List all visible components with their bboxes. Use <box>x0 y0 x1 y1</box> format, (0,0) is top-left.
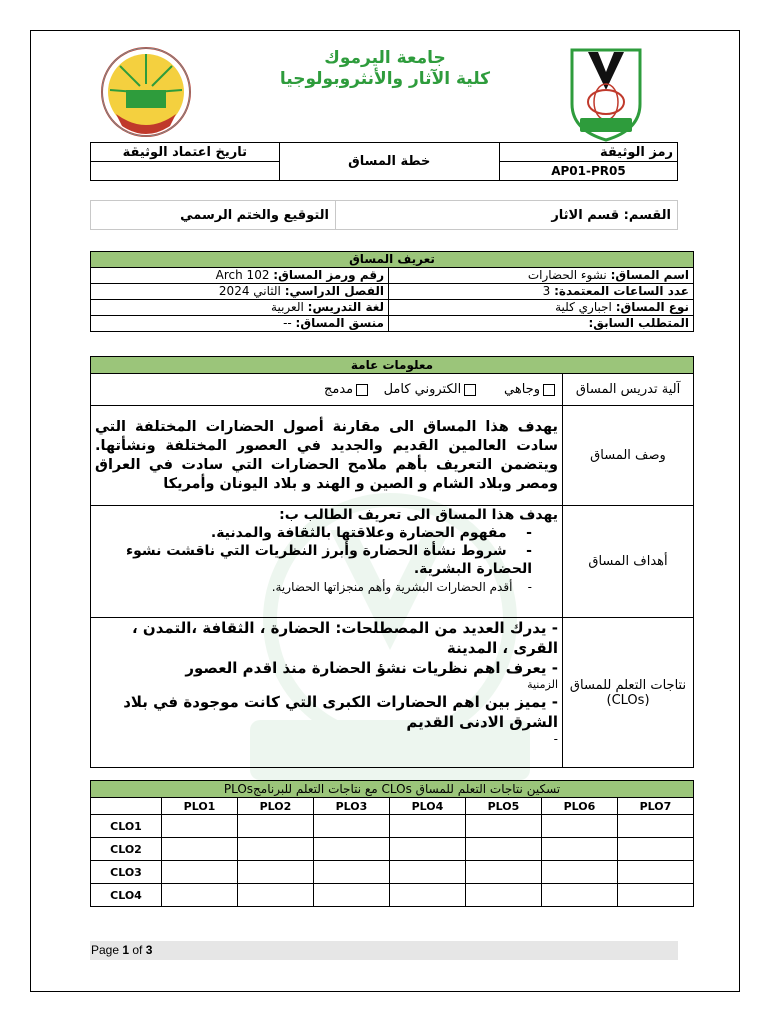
table-row <box>91 884 694 907</box>
general-info-title: معلومات عامة <box>91 357 694 374</box>
course-name-label: اسم المساق: <box>610 268 689 282</box>
table-row <box>91 300 694 316</box>
objective-1: مفهوم الحضارة وعلاقتها بالثقافة والمدنية. <box>210 525 507 541</box>
list-item: - شروط نشأة الحضارة وأبرز النظريات التي ناقشت نشوء الحضارة البشرية. <box>125 543 532 577</box>
clo-row-label: CLO2 <box>91 838 162 861</box>
delivery-checkbox-blended[interactable] <box>356 384 368 396</box>
clo-row-label: CLO1 <box>91 815 162 838</box>
course-name-value: نشوء الحضارات <box>527 268 611 282</box>
course-description: يهدف هذا المساق الى مقارنة أصول الحضارات المختلفة التي سادت العالمين القديم والجديد في العصور المختلفة ونشأتها. ويتضمن التعريف بأهم ملامح الحضارات التي سادت في العراق ومصر وبلاد الشام و الصين و الهند و بلاد اليونان وأمريكا <box>91 406 563 506</box>
plan-title: خطة المساق <box>279 143 499 181</box>
clo-3: - يميز بين اهم الحضارات الكبرى التي كانت موجودة في بلاد الشرق الادنى القديم <box>123 693 558 731</box>
course-code-value: Arch 102 <box>215 268 274 282</box>
page-total: 3 <box>145 943 153 957</box>
clos-label: نتاجات التعلم للمساق (CLOs) <box>563 618 694 768</box>
semester-value: الثاني 2024 <box>218 284 285 298</box>
general-info-table <box>90 356 694 768</box>
clo-row-label: CLO3 <box>91 861 162 884</box>
delivery-checkbox-inperson[interactable] <box>543 384 555 396</box>
table-row <box>91 268 694 284</box>
course-definition-table <box>90 251 694 332</box>
delivery-option-blended: مدمج <box>324 382 354 397</box>
plo-header: PLO6 <box>541 798 617 815</box>
prerequisite-label: المتطلب السابق: <box>588 316 689 330</box>
table-row <box>91 316 694 332</box>
course-type-label: نوع المساق: <box>615 300 689 314</box>
clo-1: - يدرك العديد من المصطلحات: الحضارة ، الثقافة ،التمدن ، القرى ، المدينة <box>132 619 558 657</box>
delivery-label: آلية تدريس المساق <box>563 374 694 406</box>
doc-code-label: رمز الوثيقة <box>499 143 677 162</box>
clo-row-label: CLO4 <box>91 884 162 907</box>
faculty-name: كلية الآثار والأنثروبولوجيا <box>279 69 491 89</box>
list-item: - مفهوم الحضارة وعلاقتها بالثقافة والمدنية. <box>210 525 532 541</box>
delivery-checkbox-online[interactable] <box>464 384 476 396</box>
table-row <box>91 284 694 300</box>
accreditation-seal-logo <box>100 44 192 140</box>
table-row <box>91 838 694 861</box>
plo-header: PLO3 <box>313 798 389 815</box>
clo-4: - <box>553 732 558 746</box>
page-footer <box>90 941 678 960</box>
clo-2: - يعرف اهم نظريات نشؤ الحضارة منذ اقدم العصور <box>185 659 558 677</box>
department-label: القسم: قسم الاثار <box>335 201 677 229</box>
plo-header: PLO2 <box>237 798 313 815</box>
plo-header: PLO1 <box>162 798 238 815</box>
course-code-label: رقم ورمز المساق: <box>273 268 384 282</box>
delivery-option-online: الكتروني كامل <box>383 382 462 397</box>
clo-2-continued: الزمنية <box>527 678 558 691</box>
table-row <box>91 861 694 884</box>
objectives-intro: يهدف هذا المساق الى تعريف الطالب ب: <box>279 507 558 523</box>
plo-header: PLO5 <box>465 798 541 815</box>
page-number: 1 <box>122 943 130 957</box>
language-value: العربية <box>271 300 308 314</box>
semester-label: الفصل الدراسي: <box>284 284 384 298</box>
coordinator-value: -- <box>283 316 296 330</box>
university-name: جامعة اليرموك <box>324 48 446 68</box>
course-definition-title: تعريف المساق <box>91 252 694 268</box>
objectives-label: أهداف المساق <box>563 506 694 618</box>
document-header-table <box>90 142 678 181</box>
delivery-option-inperson: وجاهي <box>504 382 540 397</box>
description-label: وصف المساق <box>563 406 694 506</box>
plo-header: PLO4 <box>389 798 465 815</box>
credit-hours-value: 3 <box>542 284 555 298</box>
approval-date-label: تاريخ اعتماد الوثيقة <box>91 143 280 162</box>
list-item: - أقدم الحضارات البشرية وأهم منجزاتها الحضارية. <box>271 580 532 594</box>
university-header <box>220 48 550 90</box>
clo-plo-mapping-table <box>90 780 694 907</box>
objective-3: أقدم الحضارات البشرية وأهم منجزاتها الحضارية. <box>271 580 513 594</box>
signature-label: التوقيع والختم الرسمي <box>180 207 329 223</box>
objective-2: شروط نشأة الحضارة وأبرز النظريات التي ناقشت نشوء الحضارة البشرية. <box>125 543 532 577</box>
credit-hours-label: عدد الساعات المعتمدة: <box>554 284 689 298</box>
yarmouk-university-logo <box>566 44 646 142</box>
mapping-title: تسكين نتاجات التعلم للمساق CLOs مع نتاجات التعلم للبرنامجPLOs <box>91 781 694 798</box>
plo-header: PLO7 <box>617 798 693 815</box>
department-signature-box <box>90 200 678 230</box>
language-label: لغة التدريس: <box>307 300 384 314</box>
of-word: of <box>129 943 146 957</box>
course-type-value: اجباري كلية <box>555 300 616 314</box>
coordinator-label: منسق المساق: <box>295 316 384 330</box>
doc-code-value: AP01-PR05 <box>499 162 677 181</box>
page-word: Page <box>91 943 123 957</box>
approval-date-value <box>91 162 280 181</box>
table-row <box>91 815 694 838</box>
